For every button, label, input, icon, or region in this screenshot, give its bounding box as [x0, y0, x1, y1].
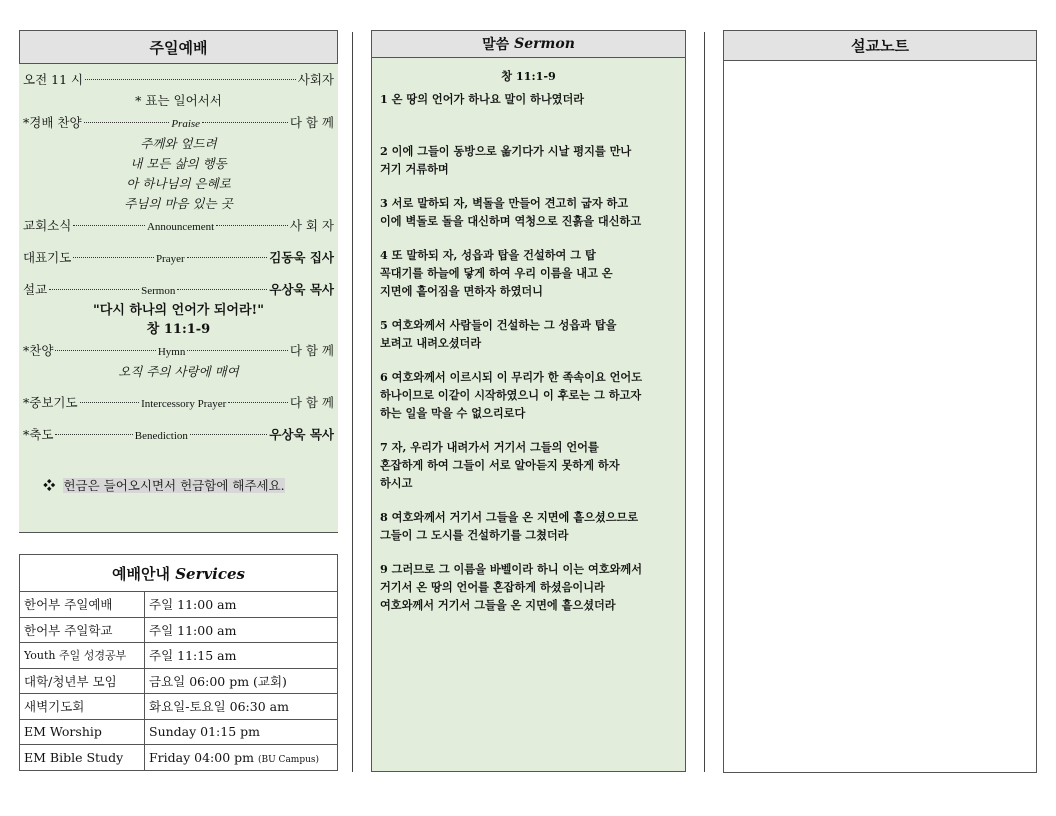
service-name: 한어부 주일학교 [20, 617, 145, 643]
services-title [20, 555, 338, 592]
row-english: Praise [171, 118, 201, 130]
services-title-en: Services [175, 564, 246, 583]
row-person: 사 회 자 [289, 218, 335, 233]
sermon-body [371, 58, 686, 772]
row-person: 사회자 [297, 72, 334, 87]
service-time: 금요일 06:00 pm (교회) [145, 668, 338, 694]
leader-dots [187, 257, 268, 258]
table-row [20, 617, 338, 643]
leader-dots [190, 434, 267, 435]
leader-dots [177, 289, 267, 290]
praise-line: 아 하나님의 은혜로 [126, 176, 231, 191]
verse: 4 또 말하되 자, 성읍과 탑을 건설하여 그 탑 꼭대기를 하늘에 닿게 하여 우리 이름을 내고 온 지면에 흩어짐을 면하자 하였더니 [380, 248, 613, 298]
verse: 5 여호와께서 사람들이 건설하는 그 성읍과 탑을 보려고 내려오셨더라 [380, 318, 617, 350]
order-row-benediction [23, 423, 334, 446]
row-person: 다 함 께 [289, 115, 335, 130]
verse: 1 온 땅의 언어가 하나요 말이 하나였더라 [380, 92, 585, 106]
sermon-notes-title: 설교노트 [723, 30, 1037, 61]
service-time: 주일 11:00 am [145, 617, 338, 643]
leader-dots [73, 225, 145, 226]
table-row [20, 719, 338, 745]
sermon-notes-panel [723, 30, 1037, 773]
service-time: 주일 11:15 am [145, 643, 338, 669]
services-table-panel [19, 554, 338, 771]
service-name: Youth 주일 성경공부 [20, 643, 145, 669]
verse: 8 여호와께서 거기서 그들을 온 지면에 흩으셨으므로 그들이 그 도시를 건설하기를 그쳤더라 [380, 510, 639, 542]
offering-note-text: 헌금은 들어오시면서 헌금함에 해주세요. [63, 478, 285, 493]
order-row-prayer [23, 246, 334, 269]
sermon-title: "다시 하나의 언어가 되어라!" [93, 303, 264, 318]
service-time: 화요일-토요일 06:30 am [145, 694, 338, 720]
row-english: Announcement [146, 221, 215, 233]
leader-dots [202, 122, 288, 123]
row-english: Sermon [141, 285, 176, 297]
service-location: (BU Campus) [257, 754, 320, 765]
row-label: 설교 [23, 282, 48, 297]
row-label: *경배 찬양 [23, 115, 82, 130]
verse: 7 자, 우리가 내려가서 거기서 그들의 언어를 혼잡하게 하여 그들이 서로 알아듣지 못하게 하자 하시고 [380, 440, 620, 490]
leader-dots [49, 289, 139, 290]
praise-line: 주님의 마음 있는 곳 [124, 196, 233, 211]
sermon-panel [371, 30, 686, 772]
table-row [20, 592, 338, 618]
table-row [20, 668, 338, 694]
service-time-text: Friday 04:00 pm [149, 749, 254, 765]
verse: 6 여호와께서 이르시되 이 무리가 한 족속이요 언어도 하나이므로 이같이 시작하였으니 이 후로는 그 하고자 하는 일을 막을 수 없으리로다 [380, 370, 642, 420]
worship-order-body [19, 64, 338, 533]
row-label: *중보기도 [23, 395, 78, 410]
table-row [20, 643, 338, 669]
sermon-reference: 창 11:1-9 [146, 322, 211, 337]
service-name: EM Worship [20, 719, 145, 745]
row-english: Prayer [155, 253, 185, 265]
column-divider-1 [352, 32, 353, 772]
leader-dots [73, 257, 154, 258]
row-person: 김동욱 집사 [269, 250, 335, 265]
leader-dots [228, 402, 288, 403]
service-time [145, 745, 338, 771]
row-label: *찬양 [23, 343, 54, 358]
services-table [19, 554, 338, 771]
services-title-ko: 예배안내 [111, 564, 170, 583]
offering-note [23, 476, 334, 494]
worship-order-panel [19, 30, 338, 533]
row-person: 다 함 께 [289, 343, 334, 358]
service-time: Sunday 01:15 pm [145, 719, 338, 745]
verse: 9 그러므로 그 이름을 바벨이라 하니 이는 여호와께서 거기서 온 땅의 언어를 혼잡하게 하셨음이니라 여호와께서 거기서 그들을 온 지면에 흩으셨더라 [380, 562, 642, 612]
leader-dots [187, 350, 287, 351]
row-english: Intercessory Prayer [141, 398, 227, 410]
order-row-opening [23, 68, 334, 91]
sermon-title-en: Sermon [514, 36, 575, 52]
scripture-reference: 창 11:1-9 [501, 69, 556, 83]
worship-order-title: 주일예배 [19, 30, 338, 64]
sermon-panel-title [371, 30, 686, 58]
service-name: 한어부 주일예배 [20, 592, 145, 618]
leader-dots [85, 79, 296, 80]
row-english: Benediction [134, 430, 188, 442]
leader-dots [55, 434, 132, 435]
order-row-hymn [23, 339, 334, 362]
order-row-sermon [23, 278, 334, 301]
leader-dots [55, 350, 155, 351]
service-time: 주일 11:00 am [145, 592, 338, 618]
diamond-bullet-icon: ❖ [43, 478, 56, 493]
row-person: 다 함 께 [289, 395, 334, 410]
leader-dots [80, 402, 140, 403]
sermon-title-ko: 말씀 [482, 37, 510, 53]
table-row [20, 745, 338, 771]
table-row [20, 694, 338, 720]
leader-dots [216, 225, 288, 226]
sermon-notes-area [723, 61, 1037, 773]
row-label: 오전 11 시 [23, 72, 84, 87]
row-person: 우상욱 목사 [269, 427, 335, 442]
row-english: Hymn [157, 346, 186, 358]
leader-dots [84, 122, 170, 123]
praise-line: 주께와 엎드려 [140, 136, 217, 151]
column-divider-2 [704, 32, 705, 772]
row-label: *축도 [23, 427, 54, 442]
service-name: EM Bible Study [20, 745, 145, 771]
verse: 3 서로 말하되 자, 벽돌을 만들어 견고히 굽자 하고 이에 벽돌로 돌을 대신하며 역청으로 진흙을 대신하고 [380, 196, 642, 228]
verse: 2 이에 그들이 동방으로 옮기다가 시날 평지를 만나 거기 거류하며 [380, 144, 632, 176]
order-row-praise [23, 111, 334, 134]
hymn-line: 오직 주의 사랑에 매여 [118, 364, 239, 379]
order-row-intercessory [23, 391, 334, 414]
order-row-announcement [23, 214, 334, 237]
row-label: 교회소식 [23, 218, 72, 233]
standing-note: * 표는 일어서서 [135, 93, 222, 108]
praise-line: 내 모든 삶의 행동 [130, 156, 227, 171]
service-name: 새벽기도회 [20, 694, 145, 720]
row-person: 우상욱 목사 [269, 282, 334, 297]
row-label: 대표기도 [23, 250, 72, 265]
service-name: 대학/청년부 모임 [20, 668, 145, 694]
